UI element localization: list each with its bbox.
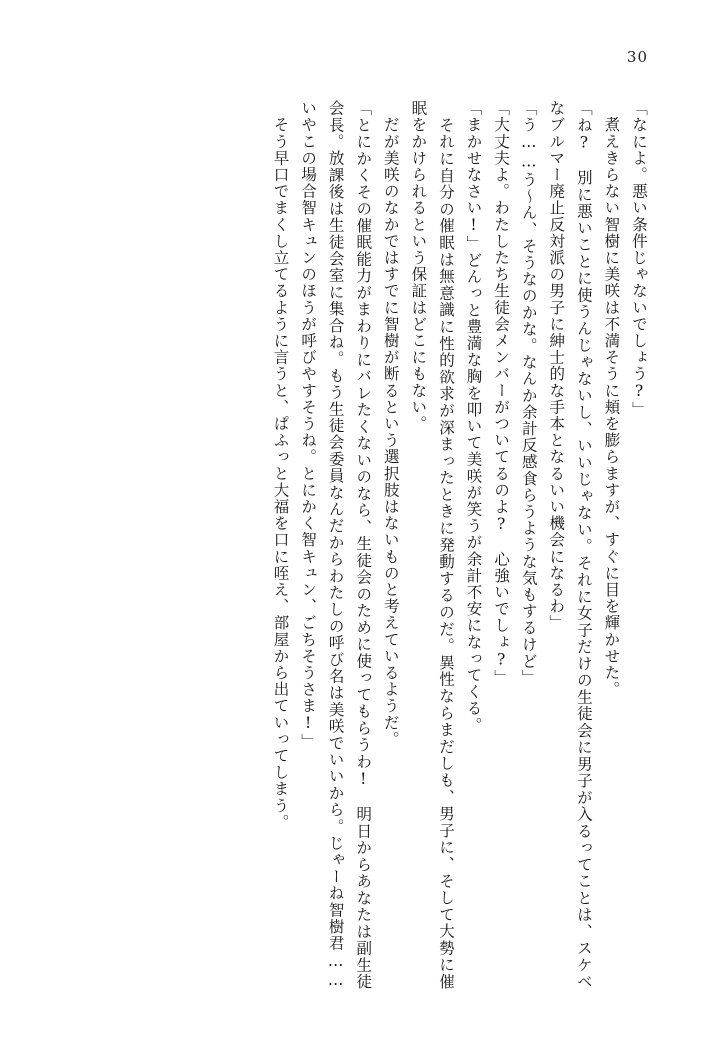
paragraph: 「大丈夫よ。わたしたち生徒会メンバーがついてるのよ? 心強いでしょ?」	[492, 100, 511, 686]
page-body-text	[60, 100, 652, 990]
paragraph: それに自分の催眠は無意識に性的欲求が深まったときに発動するのだ。異性ならまだしも、男子に、そして大勢に催眠をかけられるという保証はどこにもない。	[409, 100, 455, 990]
page-number: 30	[626, 48, 648, 66]
paragraph: 「う……う～ん、そうなのかな。なんか余計反感食らうような気もするけど」	[519, 100, 538, 686]
paragraph: 「まかせなさい!」どんっと豊満な胸を叩いて美咲が笑うが余計不安になってくる。	[464, 100, 483, 734]
paragraph: だが美咲のなかではすでに智樹が断るという選択肢はないものと考えているようだ。	[381, 100, 400, 748]
paragraph: 「とにかくその催眠能力がまわりにバレたくないのなら、生徒会のために使ってもらうわ! 明日からあなたは副生徒会長。放課後は生徒会室に集合ね。もう生徒会委員なんだからわたしの呼び名は美咲でいいから。じゃーね智樹君……いやこの場合智キュンのほうが呼びやすそうね。とにかく智キュン、ごちそうさま!」	[299, 100, 373, 990]
paragraph: 「ね? 別に悪いことに使うんじゃないし、いいじゃない。それに女子だけの生徒会に男子が入るってことは、スケベなブルマー廃止反対派の男子に紳士的な手本となるいい機会になるわ」	[547, 100, 593, 990]
paragraph: 煮えきらない智樹に美咲は不満そうに頬を膨らますが、すぐに目を輝かせた。	[602, 100, 621, 698]
paragraph: そう早口でまくし立てるように言うと、ぱふっと大福を口に咥え、部屋から出ていってしまう。	[271, 100, 290, 831]
paragraph: 「なによ。悪い条件じゃないでしょう?」	[630, 100, 648, 418]
